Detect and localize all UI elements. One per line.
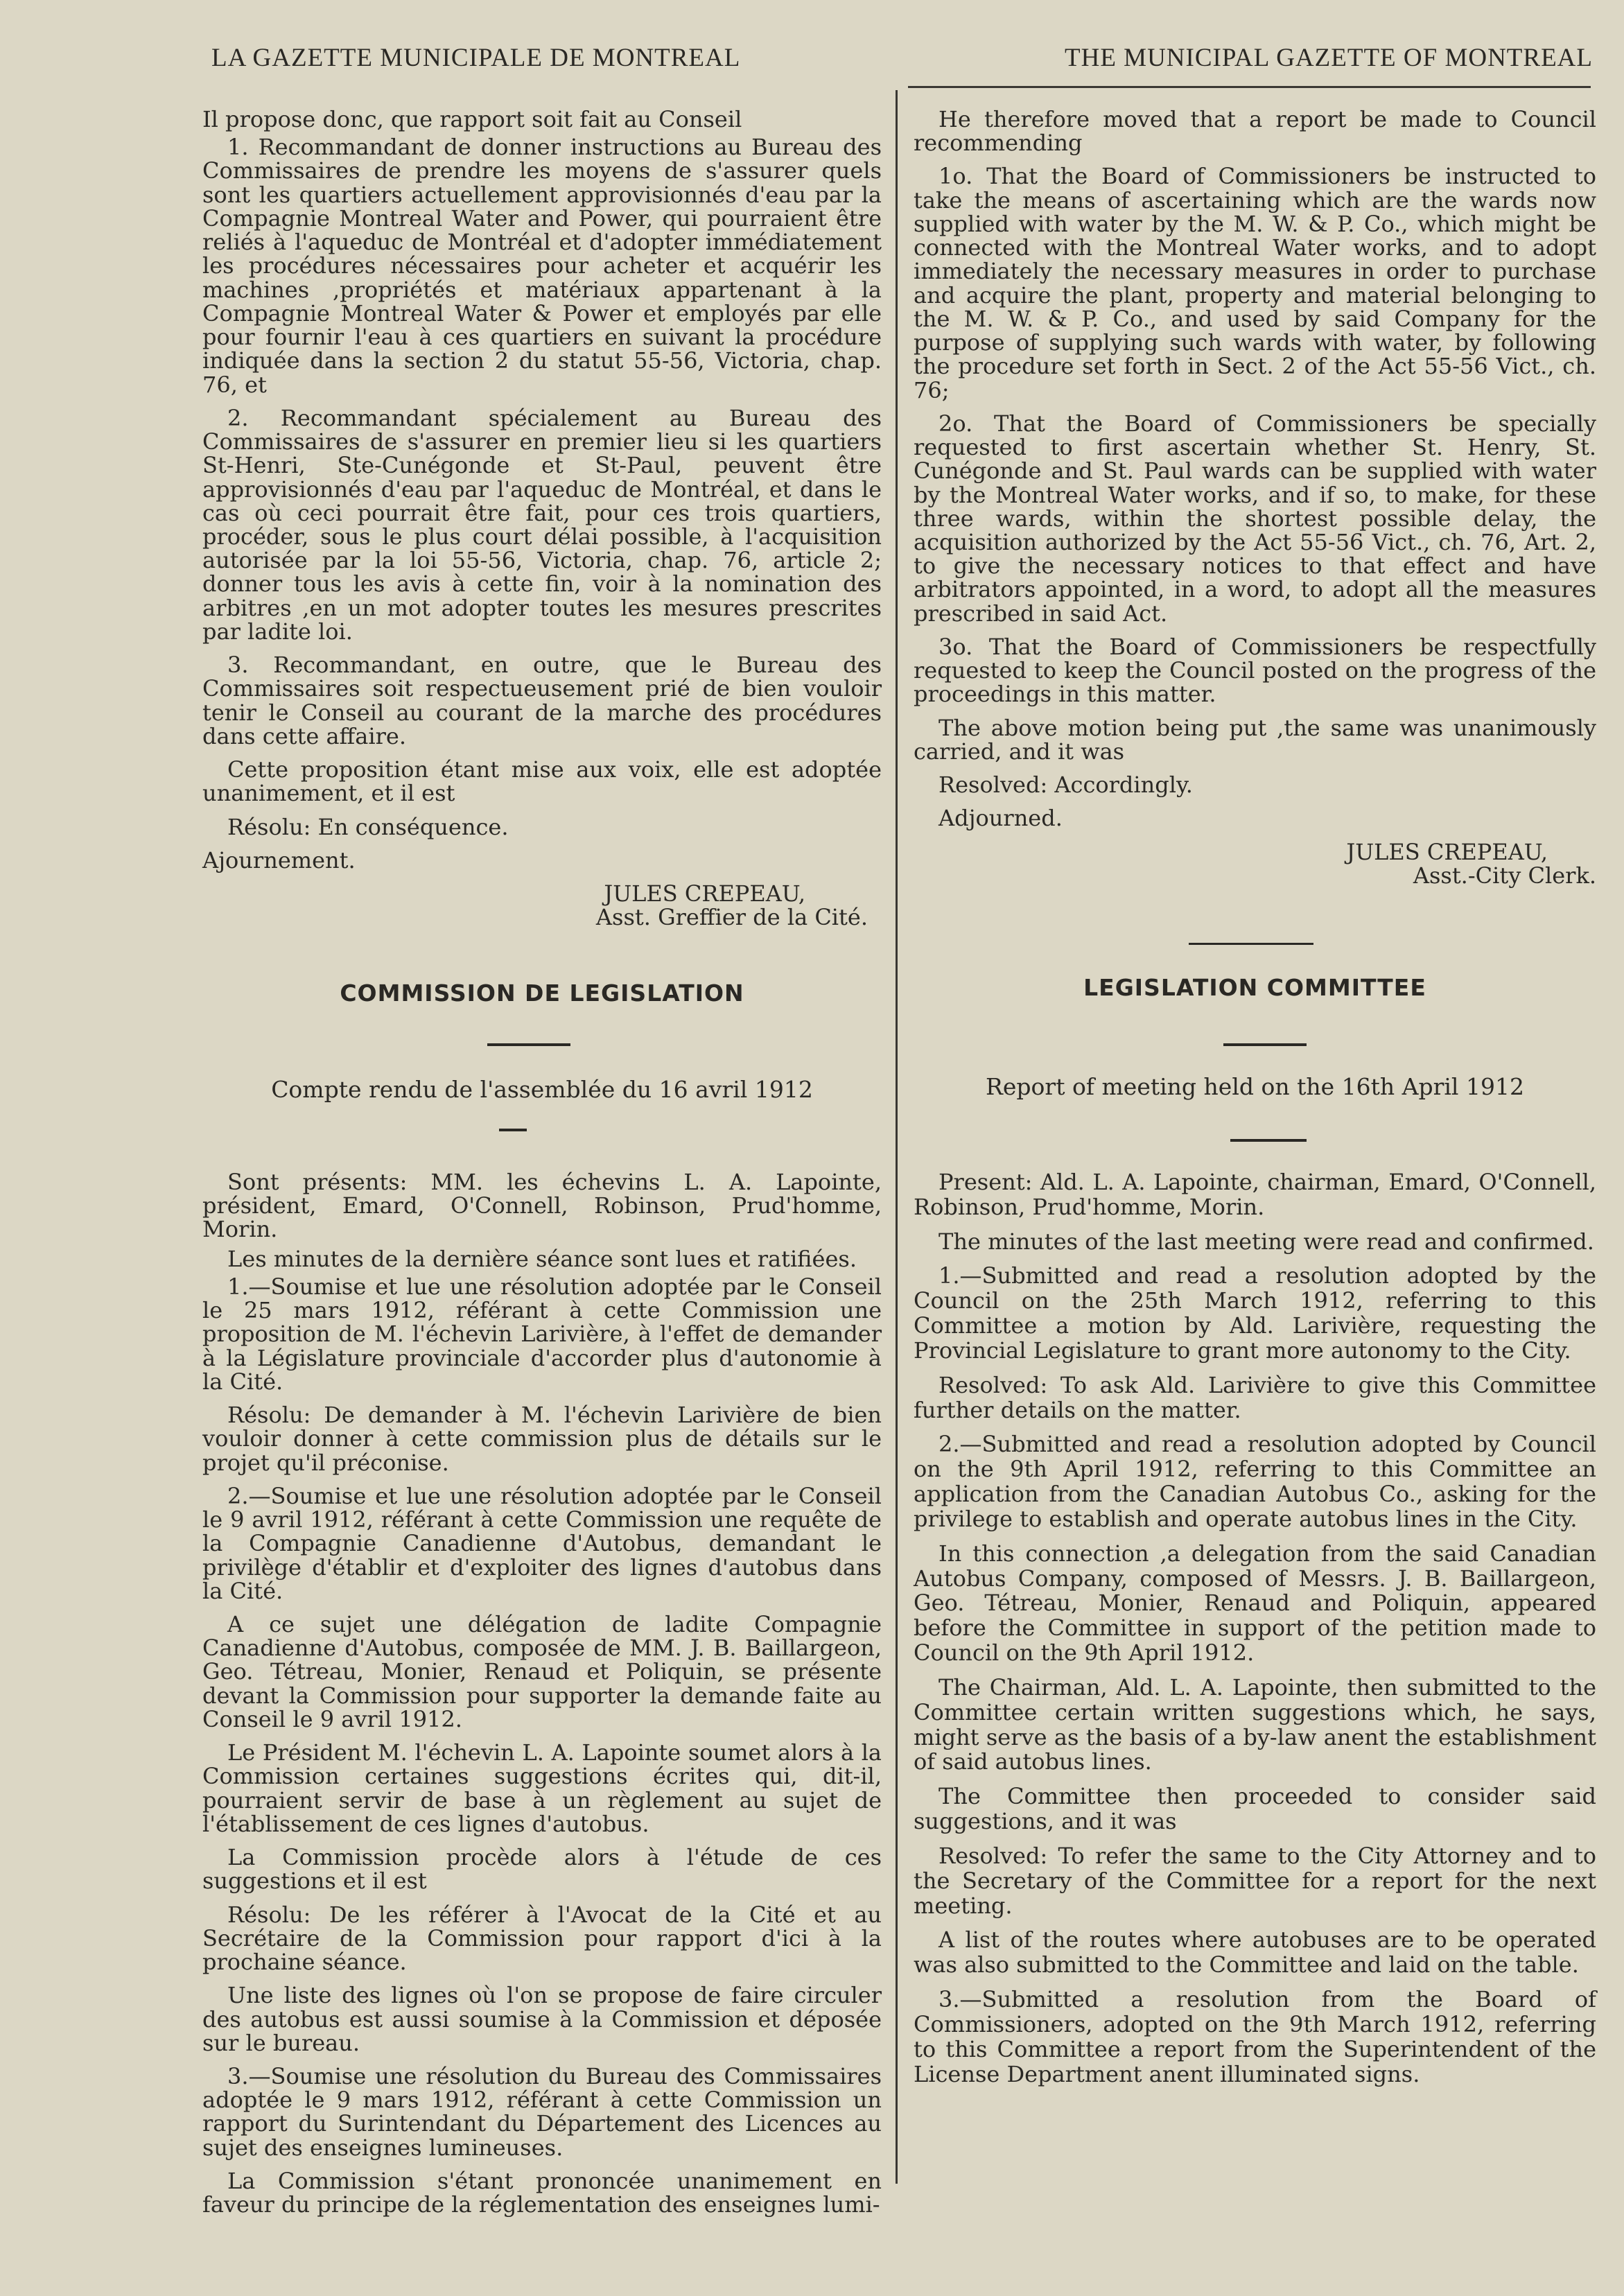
right-list: A list of the routes where autobuses are to be operated was also submitted to the Committee and laid on the table.: [914, 1927, 1596, 1978]
right-signature-rule: [1189, 943, 1313, 945]
header-rule: [908, 86, 1591, 88]
right-top-column: [914, 107, 1596, 887]
right-item3: 3.—Submitted a resolution from the Board of Commissioners, adopted on the 9th March 1912, referring to this Committee a report from the Superintendent of the License Department anent illuminated signs.: [914, 1986, 1596, 2087]
right-p4: The above motion being put ,the same was unanimously carried, and it was: [914, 714, 1596, 765]
left-p2: 2. Recommandant spécialement au Bureau des Commissaires de s'assurer en premier lieu si les quartiers St-Henri, Ste-Cunégonde et St-Paul, peuvent être approvisionnés d'eau par l'aqueduc de Montréal, et dans le cas où ceci pourrait être fait, pour ces trois quartiers, procéder, sous le plus court délai possible, à l'acquisition autorisée par la loi 55-56, Victoria, chap. 76, article 2; donner tous les avis à cette fin, voir à la nomination des arbitres ,en un mot adopter toutes les mesures prescrites par ladite loi.: [202, 404, 882, 645]
left-list: Une liste des lignes où l'on se propose de faire circuler des autobus est aussi soumise à la Commission et déposée sur le bureau.: [202, 1982, 882, 2056]
left-meeting-title: Compte rendu de l'assemblée du 16 avril 1912: [271, 1076, 813, 1103]
right-meeting-rule: [1230, 1139, 1307, 1142]
left-p1: 1. Recommandant de donner instructions au Bureau des Commissaires de prendre les moyens de s'assurer quels sont les quartiers actuellement approvisionnés d'eau par la Compagnie Montreal Water and Power, qui pourraient être reliés à l'aqueduc de Montréal et d'adopter immédiatement les procédures nécessaires pour acheter et acquérir les machines ,propriétés et matériaux appartenant à la Compagnie Montreal Water & Power et employés par elle pour fournir l'eau à ces quartiers en suivant la procédure indiquée dans la section 2 du statut 55-56, Victoria, chap. 76, et: [202, 134, 882, 398]
left-study: La Commission procède alors à l'étude de ces suggestions et il est: [202, 1844, 882, 1895]
header-right: THE MUNICIPAL GAZETTE OF MONTREAL: [1065, 44, 1593, 72]
right-present: Present: Ald. L. A. Lapointe, chairman, Emard, O'Connell, Robinson, Prud'homme, Morin.: [914, 1169, 1596, 1220]
left-resolved: Résolu: En conséquence.: [227, 813, 509, 840]
left-section-heading: COMMISSION DE LEGISLATION: [340, 980, 744, 1007]
right-intro: He therefore moved that a report be made to Council recommending: [914, 106, 1596, 157]
left-item3: 3.—Soumise une résolution du Bureau des Commissaires adoptée le 9 mars 1912, référant à cette Commission un rapport du Surintendant du Département des Licences au sujet des enseignes lumineuses.: [202, 2062, 882, 2161]
right-item2: 2.—Submitted and read a resolution adopted by Council on the 9th April 1912, referring to this Committee an application from the Canadian Autobus Co., asking for the privilege to establish and operate autobus lines in the City.: [914, 1431, 1596, 1532]
right-section-heading: LEGISLATION COMMITTEE: [1083, 974, 1426, 1001]
right-signature: JULES CREPEAU,: [1346, 838, 1548, 865]
column-divider: [896, 90, 898, 2184]
left-present: Sont présents: MM. les échevins L. A. Lapointe, président, Emard, O'Connell, Robinson, Prud'homme, Morin.: [202, 1169, 882, 1243]
right-minutes: The minutes of the last meeting were read and confirmed.: [938, 1228, 1594, 1255]
header-left: LA GAZETTE MUNICIPALE DE MONTREAL: [211, 44, 741, 72]
right-res2: Resolved: To refer the same to the City Attorney and to the Secretary of the Committee for a report for the next meeting.: [914, 1842, 1596, 1919]
left-signature: JULES CREPEAU,: [604, 880, 805, 907]
right-resolved: Resolved: Accordingly.: [938, 772, 1193, 799]
left-res2: Résolu: De les référer à l'Avocat de la Cité et au Secrétaire de la Commission pour rapport d'ici à la prochaine séance.: [202, 1901, 882, 1976]
left-delegation: A ce sujet une délégation de ladite Compagnie Canadienne d'Autobus, composée de MM. J. B. Baillargeon, Geo. Tétreau, Monier, Renaud et Poliquin, se présente devant la Commission pour supporter la demande faite au Conseil le 9 avril 1912.: [202, 1610, 882, 1732]
left-meeting-rule: [499, 1129, 527, 1131]
left-p4: Cette proposition étant mise aux voix, elle est adoptée unanimement, et il est: [202, 756, 882, 807]
right-item1: 1.—Submitted and read a resolution adopted by the Council on the 25th March 1912, referring to this Committee a motion by Ald. Larivière, requesting the Provincial Legislature to grant more autonomy to the City.: [914, 1262, 1596, 1364]
right-p3: 3o. That the Board of Commissioners be respectfully requested to keep the Council posted on the progress of the proceedings in this matter.: [914, 633, 1596, 708]
right-study: The Committee then proceeded to consider said suggestions, and it was: [914, 1783, 1596, 1835]
right-res1: Resolved: To ask Ald. Larivière to give this Committee further details on the matter.: [914, 1371, 1596, 1423]
left-president: Le Président M. l'échevin L. A. Lapointe soumet alors à la Commission certaines suggestions écrites qui, dit-il, pourraient servir de base à un règlement au sujet de l'établissement de ces lignes d'autobus.: [202, 1739, 882, 1837]
right-heading-rule: [1223, 1043, 1307, 1046]
right-meeting-title: Report of meeting held on the 16th April 1912: [986, 1073, 1524, 1100]
left-last: La Commission s'étant prononcée unanimement en faveur du principe de la réglementation des enseignes lumi-: [202, 2167, 882, 2218]
left-p3: 3. Recommandant, en outre, que le Bureau des Commissaires soit respectueusement prié de bien vouloir tenir le Conseil au courant de la marche des procédures dans cette affaire.: [202, 652, 882, 749]
right-delegation: In this connection ,a delegation from the said Canadian Autobus Company, composed of Messrs. J. B. Baillargeon, Geo. Tétreau, Monier, Renaud and Poliquin, appeared before the Committee in support of the petition made to Council on the 9th April 1912.: [914, 1540, 1596, 1667]
left-item1: 1.—Soumise et lue une résolution adoptée par le Conseil le 25 mars 1912, référant à cette Commission une proposition de M. l'échevin Larivière, à l'effet de demander à la Législature provinciale d'accorder plus d'autonomie à la Cité.: [202, 1273, 882, 1395]
left-top-column: [202, 107, 882, 930]
left-adjourned: Ajournement.: [202, 846, 356, 873]
left-signature-title: Asst. Greffier de la Cité.: [595, 904, 868, 931]
right-chairman: The Chairman, Ald. L. A. Lapointe, then submitted to the Committee certain written suggestions which, he says, might serve as the basis of a by-law anent the establishment of said autobus lines.: [914, 1673, 1596, 1775]
right-bottom-column: [914, 1170, 1596, 2096]
left-heading-rule: [487, 1043, 570, 1046]
right-signature-title: Asst.-City Clerk.: [1413, 862, 1596, 889]
left-res1: Résolu: De demander à M. l'échevin Larivière de bien vouloir donner à cette commission plus de détails sur le projet qu'il préconise.: [202, 1402, 882, 1476]
left-intro: Il propose donc, que rapport soit fait au Conseil: [202, 106, 742, 132]
right-adjourned: Adjourned.: [938, 805, 1063, 832]
right-p1: 1o. That the Board of Commissioners be instructed to take the means of ascertaining which are the wards now supplied with water by the M. W. & P. Co., which might be connected with the Montreal Water works, and to adopt immediately the necessary measures in order to purchase and acquire the plant, property and material belonging to the M. W. & P. Co., and used by said Company for the purpose of supplying such wards with water, by following the procedure set forth in Sect. 2 of the Act 55-56 Vict., ch. 76;: [914, 163, 1596, 403]
right-p2: 2o. That the Board of Commissioners be specially requested to first ascertain whether St. Henry, St. Cunégonde and St. Paul wards can be supplied with water by the Montreal Water works, and if so, to make, for these three wards, within the shortest possible delay, the acquisition authorized by the Act 55-56 Vict., ch. 76, Art. 2, to give the necessary notices to that effect and have arbitrators appointed, in a word, to adopt all the measures prescribed in said Act.: [914, 410, 1596, 627]
left-bottom-column: [202, 1170, 882, 2226]
left-minutes: Les minutes de la dernière séance sont lues et ratifiées.: [227, 1245, 857, 1272]
left-item2: 2.—Soumise et lue une résolution adoptée par le Conseil le 9 avril 1912, référant à cette Commission une requête de la Compagnie Canadienne d'Autobus, demandant le privilège d'établir et d'exploiter des lignes d'autobus dans la Cité.: [202, 1482, 882, 1604]
